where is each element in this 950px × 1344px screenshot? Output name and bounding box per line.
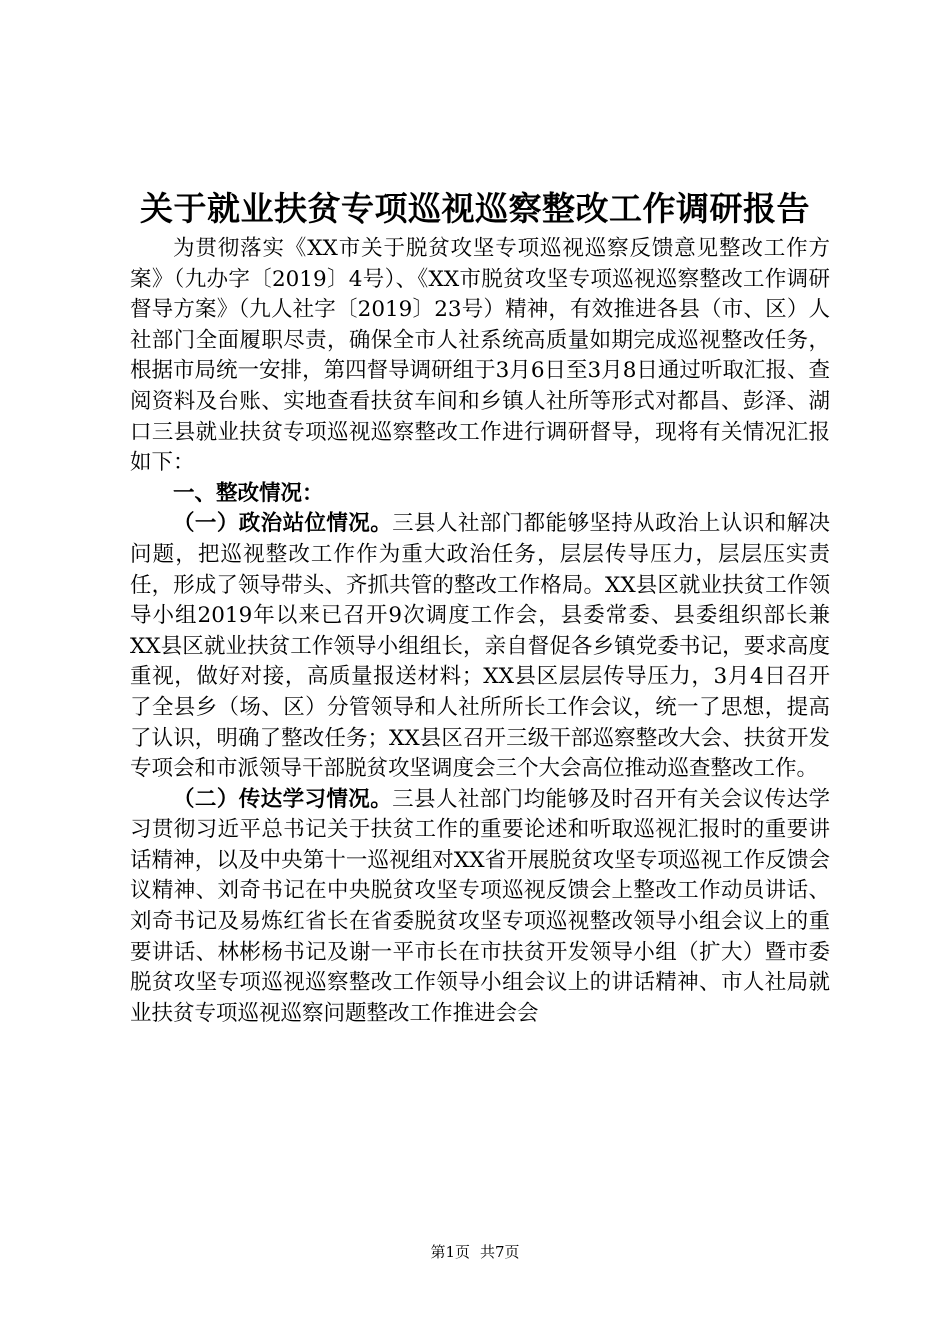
page-footer [0,1242,950,1262]
document-title: 关于就业扶贫专项巡视巡察整改工作调研报告 [140,189,810,228]
item-paragraph-1 [130,509,830,784]
item-lead-1: （一）政治站位情况。 [173,511,393,537]
item-lead-2: （二）传达学习情况。 [173,786,393,812]
item-text-2: 三县人社部门均能够及时召开有关会议传达学习贯彻习近平总书记关于扶贫工作的重要论述和听取巡视汇报时的重要讲话精神，以及中央第十一巡视组对XX省开展脱贫攻坚专项巡视工作反馈会议精神、刘奇书记在中央脱贫攻坚专项巡视反馈会上整改工作动员讲话、刘奇书记及易炼红省长在省委脱贫攻坚专项巡视整改领导小组会议上的重要讲话、林彬杨书记及谢一平市长在市扶贫开发领导小组（扩大）暨市委脱贫攻坚专项巡视巡察整改工作领导小组会议上的讲话精神、市人社局就业扶贫专项巡视巡察问题整改工作推进会会 [130,786,830,1026]
item-paragraph-2 [130,785,830,1030]
page-number: 第1页 [430,1243,470,1261]
intro-paragraph: 为贯彻落实《XX市关于脱贫攻坚专项巡视巡察反馈意见整改工作方案》（九办字〔2019〕4号）、《XX市脱贫攻坚专项巡视巡察整改工作调研督导方案》（九人社字〔2019〕23号）精神，有效推进各县（市、区）人社部门全面履职尽责，确保全市人社系统高质量如期完成巡视整改任务，根据市局统一安排，第四督导调研组于3月6日至3月8日通过听取汇报、查阅资料及台账、实地查看扶贫车间和乡镇人社所等形式对都昌、彭泽、湖口三县就业扶贫专项巡视巡察整改工作进行调研督导，现将有关情况汇报如下： [130,236,830,476]
section-heading: 一、整改情况： [173,480,324,506]
document-body [130,234,830,1029]
page-total: 共7页 [480,1243,520,1261]
item-text-1: 三县人社部门都能够坚持从政治上认识和解决问题，把巡视整改工作作为重大政治任务，层层传导压力，层层压实责任，形成了领导带头、齐抓共管的整改工作格局。XX县区就业扶贫工作领导小组2019年以来已召开9次调度工作会，县委常委、县委组织部长兼XX县区就业扶贫工作领导小组组长，亲自督促各乡镇党委书记，要求高度重视，做好对接，高质量报送材料；XX县区层层传导压力，3月4日召开了全县乡（场、区）分管领导和人社所所长工作会议，统一了思想，提高了认识，明确了整改任务；XX县区召开三级干部巡察整改大会、扶贫开发专项会和市派领导干部脱贫攻坚调度会三个大会高位推动巡查整改工作。 [130,511,830,782]
